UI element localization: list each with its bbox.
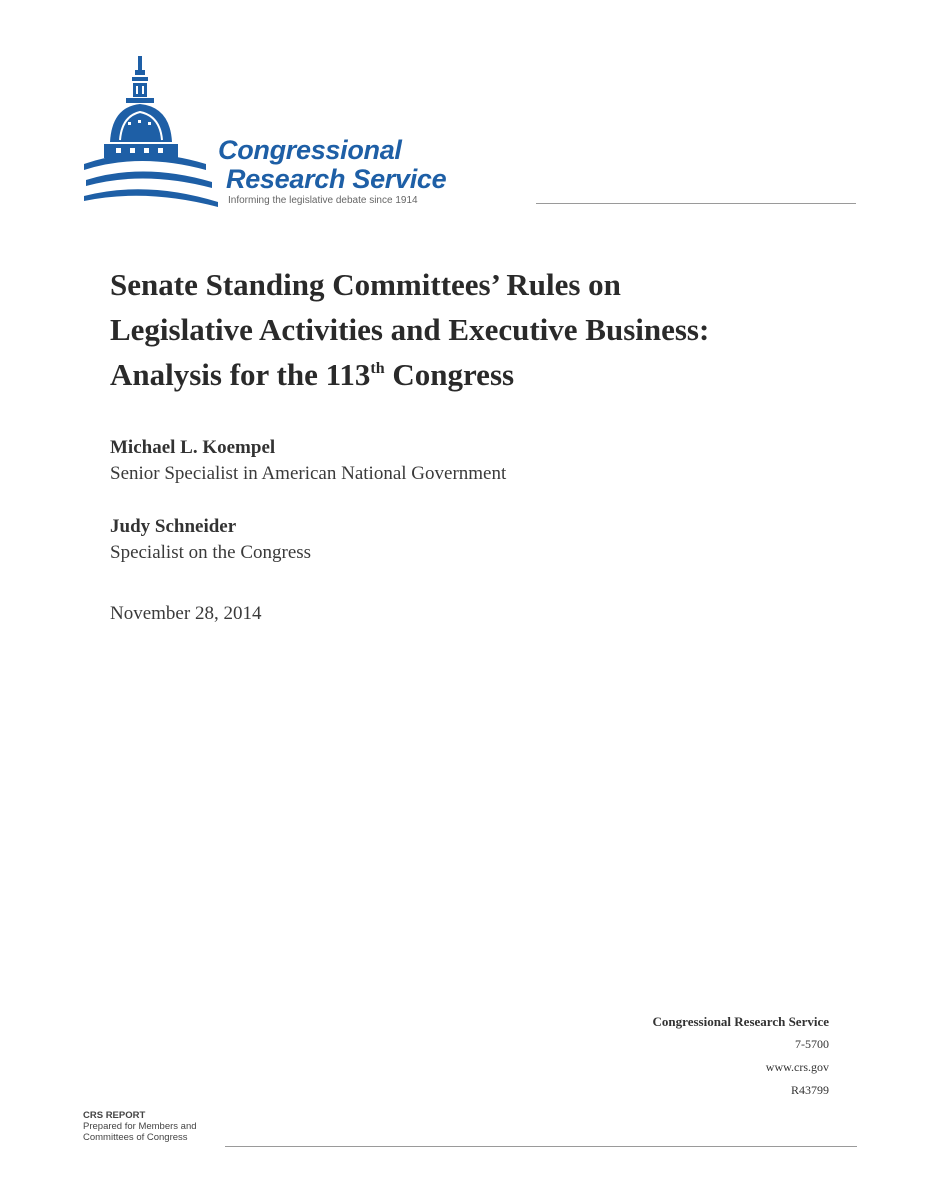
author-block [110,516,311,564]
author-name: Judy Schneider [110,516,237,537]
header-divider [536,203,856,204]
footer-report-number: R43799 [790,1083,829,1097]
author-block [110,437,506,485]
report-date: November 28, 2014 [110,603,262,624]
title-line-3-end: Congress [384,357,515,392]
tagline: Informing the legislative debate since 1914 [228,195,418,206]
report-title [110,262,870,397]
crs-report-line: Prepared for Members and [83,1121,197,1132]
author-role: Specialist on the Congress [110,542,312,563]
title-line-3: Analysis for the 113 [110,357,371,392]
crs-report-line: Committees of Congress [83,1132,188,1143]
footer-organization: Congressional Research Service [652,1014,829,1029]
crs-report-label: CRS REPORT [83,1110,146,1121]
organization-name-line1: Congressional [218,135,402,165]
organization-name-line2: Research Service [226,164,447,194]
crs-report-label-block [83,1110,197,1143]
organization-name [218,136,446,194]
title-line-2: Legislative Activities and Executive Business: [110,312,710,347]
footer-info [653,1010,829,1102]
author-role: Senior Specialist in American National Government [110,463,507,484]
title-line-1: Senate Standing Committees’ Rules on [110,267,621,302]
footer-code: 7-5700 [795,1037,829,1051]
author-name: Michael L. Koempel [110,437,276,458]
crs-logo [80,52,860,217]
capitol-dome-icon [80,52,220,217]
footer-divider [225,1146,857,1147]
title-superscript: th [370,360,385,377]
footer-website: www.crs.gov [765,1060,829,1074]
